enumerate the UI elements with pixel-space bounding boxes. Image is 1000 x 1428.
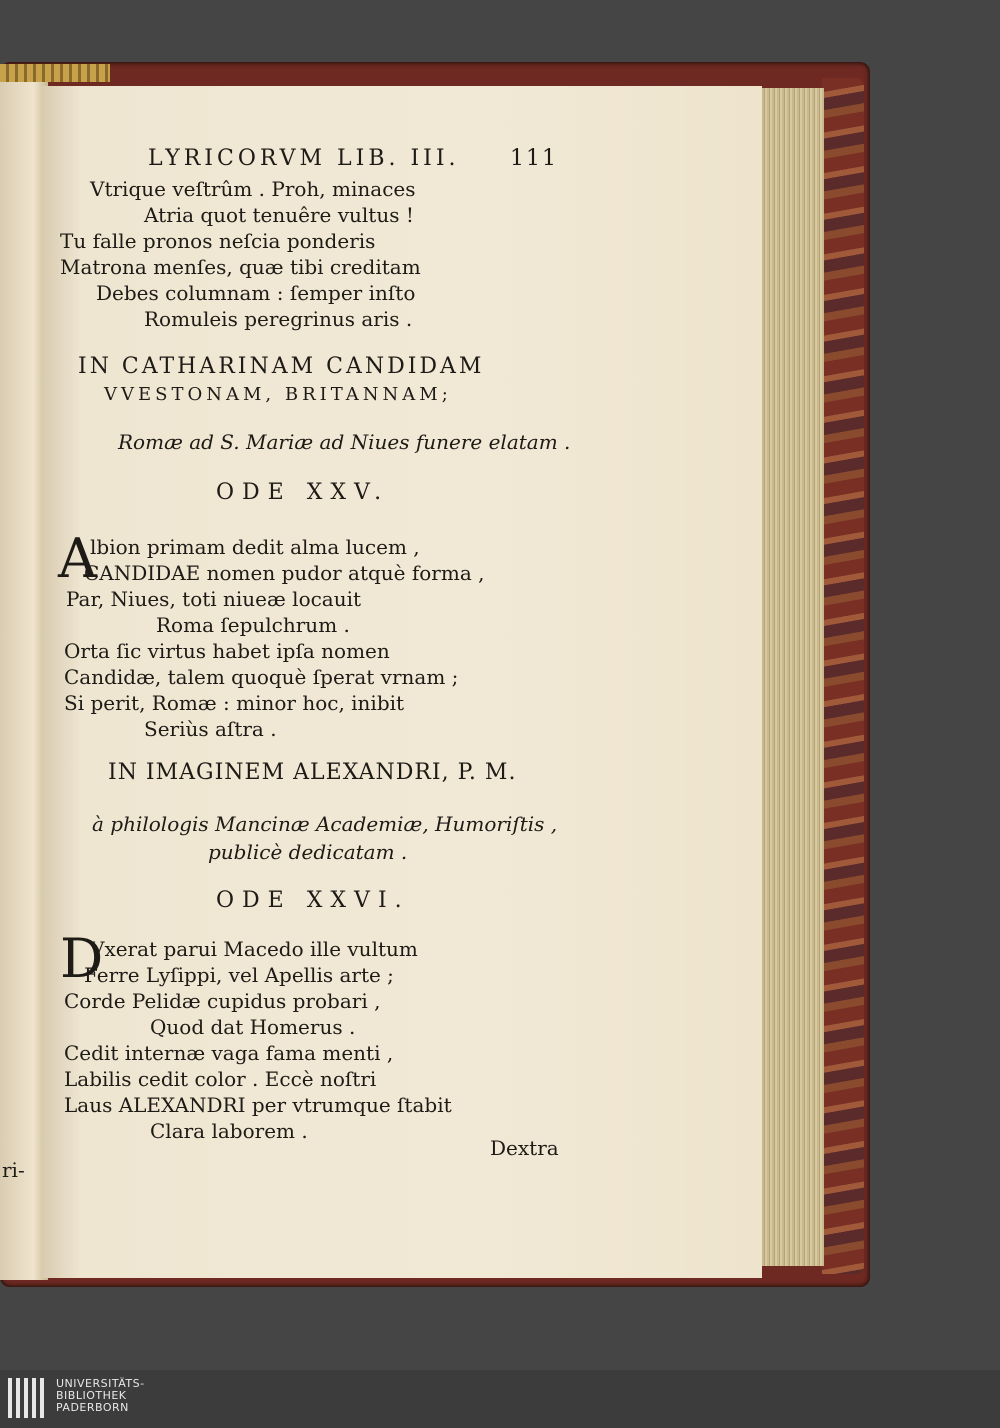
drop-cap: D [60,927,104,990]
poem-line: Quod dat Homerus . [150,1015,356,1039]
poem-line: Candidæ, talem quoquè ſperat vrnam ; [64,665,459,689]
poem-line: Clara laborem . [150,1119,308,1143]
headband [0,64,110,82]
poem-line: Labilis cedit color . Eccè noſtri [64,1067,377,1091]
library-name-line: PADERBORN [56,1401,129,1414]
poem-line: Matrona menſes, quæ tibi creditam [60,255,421,279]
ode-heading: ODE XXVI. [216,888,410,913]
poem-line: Tu falle pronos neſcia ponderis [60,229,376,253]
ode-title: IN CATHARINAM CANDIDAM [78,354,485,379]
library-name-line: UNIVERSITÄTS- [56,1377,145,1390]
poem-line: Corde Pelidæ cupidus probari , [64,989,381,1013]
left-page [0,72,48,1280]
page-block-edge [752,88,824,1266]
poem-line: CANDIDAE nomen pudor atquè forma , [84,561,485,585]
marbled-edge [822,78,864,1274]
ode-heading: ODE XXV. [216,480,390,505]
running-title: LYRICORVM LIB. III. [148,146,460,171]
left-page-fragment: ri- [2,1158,25,1182]
poem-line: Seriùs aſtra . [144,717,277,741]
footer-bar [0,1370,1000,1428]
poem-line: Orta ſic virtus habet ipſa nomen [64,639,390,663]
poem-line: Vtrique veſtrûm . Proh, minaces [90,177,416,201]
page-number: 111 [510,146,558,171]
poem-line: Atria quot tenuêre vultus ! [144,203,414,227]
library-name [56,1378,145,1414]
poem-line: Cedit internæ vaga fama menti , [64,1041,394,1065]
ode-subtitle-line2: publicè dedicatam . [208,840,408,864]
ode-title: IN IMAGINEM ALEXANDRI, P. M. [108,760,517,785]
library-name-line: BIBLIOTHEK [56,1389,127,1402]
poem-line: Romuleis peregrinus aris . [144,307,413,331]
ode-subtitle: à philologis Mancinæ Academiæ, Humoriſtis , [92,812,558,836]
poem-line: Roma ſepulchrum . [156,613,350,637]
catchword: Dextra [490,1136,559,1160]
poem-line: Si perit, Romæ : minor hoc, inibit [64,691,405,715]
drop-cap: A [58,527,97,590]
ode-title-line2: VVESTONAM, BRITANNAM; [104,384,452,405]
poem-line: Vxerat parui Macedo ille vultum [90,937,418,961]
poem-line: Debes columnam : ſemper inſto [96,281,416,305]
poem-line: lbion primam dedit alma lucem , [90,535,420,559]
poem-line: Ferre Lyſippi, vel Apellis arte ; [84,963,394,987]
ode-subtitle: Romæ ad S. Mariæ ad Niues funere elatam . [118,430,571,454]
poem-line: Laus ALEXANDRI per vtrumque ſtabit [64,1093,452,1117]
poem-line: Par, Niues, toti niueæ locauit [66,587,362,611]
